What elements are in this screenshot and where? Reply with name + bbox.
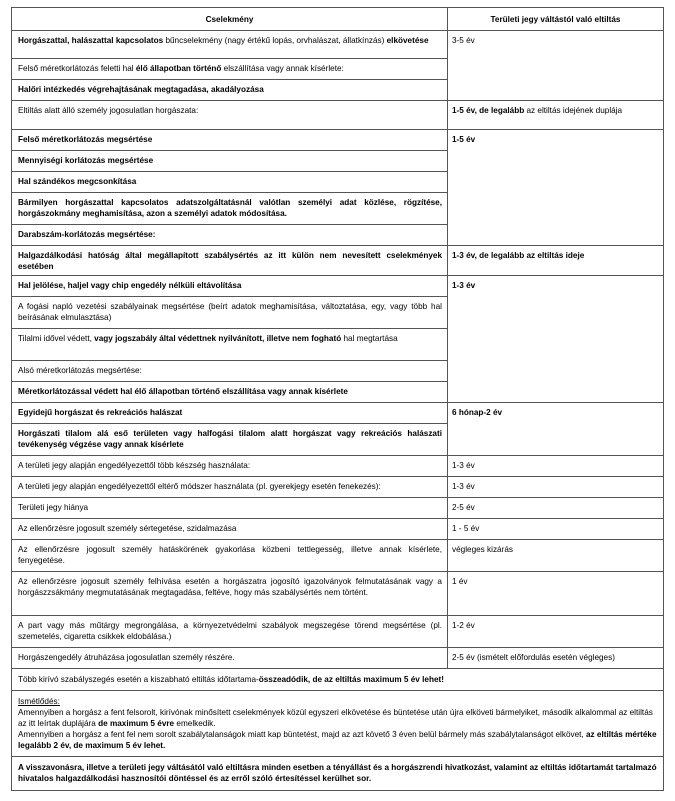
text-run: végleges kizárás [452,545,513,554]
text-run: Horgászati tilalom alá eső területen vagy halfogási tilalom alatt horgászat vagy rekreációs halászati tevékenység végzése vagy annak kísérlete [18,429,442,449]
penalty-cell [448,540,664,572]
penalty-cell [448,276,664,403]
penalty-cell [448,403,664,456]
penalty-cell [448,498,664,519]
text-run: 1-5 év, de legalább [452,106,525,115]
text-run: Az ellenőrzésre jogosult személy felhívása esetén a horgászatra jogosító igazolványok felmutatásának vagy a horgászzsákmány megmutatásának megtagadása, feltéve, hogy más szabálysértés nem történt. [18,577,442,597]
penalty-cell [448,101,664,130]
table-row [12,477,664,498]
text-run: elszállítása vagy annak kísérlete: [221,64,344,73]
note-official-decision [12,757,664,791]
text-run: Az ellenőrzésre jogosult személy hatáskörének gyakorlása közbeni tettlegesség, illetve annak kísérlete, fenyegetése. [18,545,442,565]
text-run: az eltiltás mértéke legalább 2 év, de maximum 5 év lehet. [18,730,657,750]
text-run: az eltiltás idejének duplája [524,106,623,115]
table-row [12,130,664,151]
table-row [12,616,664,648]
text-run: 2-5 év [452,503,475,512]
text-run: Bármilyen horgászattal kapcsolatos adatszolgáltatásnál valótlan személyi adat közlése, rögzítése, horgászokmány meghamisítása, azon a személyi adatok módosítása. [18,198,442,218]
text-run: 1-3 év [452,281,476,290]
text-run: 1 év [452,577,468,586]
text-run: összeadódik, de az eltiltás maximum 5 év lehet! [258,675,444,684]
note-repetition [12,691,664,757]
text-run: Egyidejű horgászat és rekreációs halászat [18,408,183,417]
penalty-cell [448,456,664,477]
text-run: 2-5 év (ismételt előfordulás esetén végleges) [452,653,615,662]
table-row [12,456,664,477]
penalty-cell [448,130,664,246]
table-row [12,519,664,540]
penalty-cell [448,616,664,648]
text-run: Eltiltás alatt álló személy jogosulatlan horgászata: [18,106,199,115]
penalty-cell [448,648,664,669]
offense-cell [12,477,448,498]
penalty-cell [448,31,664,101]
offense-cell [12,276,448,297]
text-run: vagy jogszabály által védettnek nyilvánított, illetve nem fogható [94,334,342,343]
column-header-offense: Cselekmény [12,8,448,31]
offense-cell [12,616,448,648]
text-run: Az ellenőrzésre jogosult személy sértegetése, szidalmazása [18,524,237,533]
text-run: Halőri intézkedés végrehajtásának megtagadása, akadályozása [18,85,264,94]
table-row [12,498,664,519]
text-run: 6 hónap-2 év [452,408,503,417]
text-run: Hal szándékos megcsonkítása [18,177,137,186]
offense-cell [12,382,448,403]
penalty-table [11,7,664,791]
table-row [12,691,664,757]
offense-cell [12,456,448,477]
text-run: Alsó méretkorlátozás megsértése: [18,366,142,375]
offense-cell [12,361,448,382]
text-run: Területi jegy hiánya [18,503,89,512]
offense-cell [12,403,448,424]
offense-cell [12,130,448,151]
table-row [12,403,664,424]
penalty-cell [448,572,664,616]
text-run: Felső méretkorlátozás feletti hal [18,64,136,73]
text-run: Amennyiben a horgász a fent felsorolt, kirívónak minősített cselekmények közül egyszeri elkövetése és büntetése után újra elköveti bármelyiket, második alkalommal az eltiltás az itt leírtak duplájára [18,708,653,728]
table-row [12,31,664,59]
penalty-cell [448,519,664,540]
table-row [12,540,664,572]
text-run: de maximum 5 évre [98,719,175,728]
text-run: Hal jelölése, haljel vagy chip engedély nélküli eltávolítása [18,281,242,290]
text-run: Amennyiben a horgász a fent fel nem sorolt szabálytalanságok miatt kap büntetést, majd az azt követő 3 éven belül bármely más szabálytalanságot elkövet, [18,730,586,739]
penalty-cell [448,477,664,498]
offense-cell [12,151,448,172]
text-run: Horgászattal, halászattal kapcsolatos [18,36,166,45]
text-run: Ismétlődés: [18,697,60,706]
text-run: hal megtartása [341,334,398,343]
text-run: 3-5 év [452,36,475,45]
offense-cell [12,572,448,616]
offense-cell [12,193,448,225]
note-cumulative [12,669,664,691]
text-run: Több kirívó szabályszegés esetén a kiszabható eltiltás időtartama- [18,675,259,684]
table-row [12,648,664,669]
text-run: A part vagy más műtárgy megrongálása, a környezetvédelmi szabályok megszegése törend megsértése (pl. szemetelés, cigaretta csikkek eldobálása.) [18,621,442,641]
text-run: A területi jegy alapján engedélyezettől több készség használata: [18,461,251,470]
table-header-row [12,8,664,31]
table-row [12,572,664,616]
text-run: Halgazdálkodási hatóság által megállapított szabálysértés az itt külön nem nevesített cselekmények esetében [18,251,442,271]
text-run: elkövetése [386,36,429,45]
text-run: Darabszám-korlátozás megsértése: [18,230,156,239]
text-run: Mennyiségi korlátozás megsértése [18,156,154,165]
offense-cell [12,101,448,130]
text-run: Horgászengedély átruházása jogosulatlan személy részére. [18,653,235,662]
text-run: 1-3 év, de legalább az eltiltás ideje [452,251,585,260]
table-row [12,101,664,130]
text-run: élő állapotban történő [135,64,222,73]
text-run: 1-3 év [452,482,475,491]
text-run: Méretkorlátozással védett hal élő állapotban történő elszállítása vagy annak kísérlete [18,387,348,396]
offense-cell [12,519,448,540]
text-run: 1-2 év [452,621,475,630]
offense-cell [12,540,448,572]
offense-cell [12,80,448,101]
text-run: 1 - 5 év [452,524,480,533]
offense-cell [12,225,448,246]
text-run: Felső méretkorlátozás megsértése [18,135,153,144]
text-run: bűncselekmény (nagy értékű lopás, orvhalászat, állatkínzás) [165,36,387,45]
penalty-table-container [11,7,663,791]
offense-cell [12,297,448,329]
offense-cell [12,424,448,456]
offense-cell [12,31,448,59]
text-run: Tilalmi idővel védett, [18,334,95,343]
text-run: 1-3 év [452,461,475,470]
offense-cell [12,172,448,193]
text-run: 1-5 év [452,135,476,144]
offense-cell [12,329,448,361]
text-run: A fogási napló vezetési szabályainak megsértése (beírt adatok meghamisítása, változtatása, egy, vagy több hal beírásának elmulasztása) [18,302,442,322]
table-row [12,757,664,791]
offense-cell [12,59,448,80]
table-row [12,246,664,276]
offense-cell [12,648,448,669]
table-row [12,276,664,297]
offense-cell [12,246,448,276]
offense-cell [12,498,448,519]
column-header-penalty: Területi jegy váltástól való eltiltás [448,8,664,31]
table-row [12,669,664,691]
text-run: emelkedik. [174,719,216,728]
text-run: A visszavonásra, illetve a területi jegy váltásától való eltiltásra minden esetben a tényállást és a horgászrendi hivatkozást, valamint az eltiltás időtartamát tartalmazó hivatalos halgazdálkodási hasznosítói döntéssel és az erről szóló értesítéssel kerülhet sor. [18,763,657,783]
text-run: A területi jegy alapján engedélyezettől eltérő módszer használata (pl. gyerekjegy esetén fenekezés): [18,482,381,491]
penalty-cell [448,246,664,276]
